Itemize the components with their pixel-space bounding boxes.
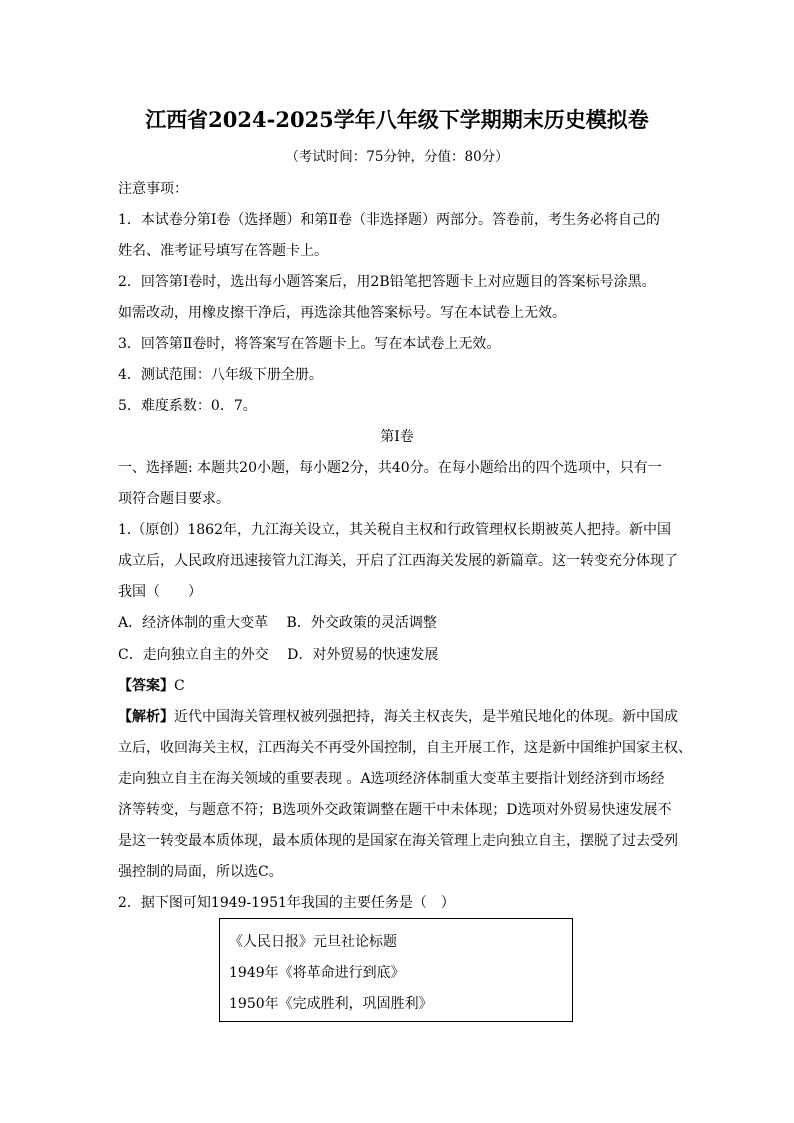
notice-line: 如需改动，用橡皮擦干净后，再选涂其他答案标号。写在本试卷上无效。 <box>118 305 566 321</box>
answer-value: C <box>174 678 185 694</box>
notice-heading: 注意事项： <box>118 181 188 197</box>
q1-analysis-line: 是这一转变最本质体现，最本质体现的是国家在海关管理上走向独立自主，摆脱了过去受列 <box>118 833 678 849</box>
box-line: 《人民日报》元旦社论标题 <box>229 934 397 950</box>
q1-answer <box>118 675 185 695</box>
notice-line: 1．本试卷分第Ⅰ卷（选择题）和第Ⅱ卷（非选择题）两部分。答卷前，考生务必将自己的 <box>118 212 660 228</box>
q2-stem: 2．据下图可知1949-1951年我国的主要任务是（ ） <box>118 895 455 911</box>
box-line: 1949年《将革命进行到底》 <box>229 965 405 981</box>
q1-options-row: A．经济体制的重大变革 B．外交政策的灵活调整 <box>118 615 437 631</box>
analysis-tag: 【解析】 <box>118 709 174 725</box>
instructions-line: 一、选择题: 本题共20小题，每小题2分，共40分。在每小题给出的四个选项中，只有一 <box>118 460 662 476</box>
q1-analysis-line: 济等转变，与题意不符；B选项外交政策调整在题干中未体现；D选项对外贸易快速发展不 <box>118 802 672 818</box>
exam-subtitle: （考试时间：75分钟，分值：80分） <box>285 149 509 165</box>
section-heading: 第Ⅰ卷 <box>380 429 414 445</box>
notice-line: 5．难度系数：0．7。 <box>118 398 257 414</box>
q1-options-row: C．走向独立自主的外交 D．对外贸易的快速发展 <box>118 647 439 663</box>
page-title: 江西省2024-2025学年八年级下学期期末历史模拟卷 <box>145 107 649 132</box>
q2-material-box <box>219 918 573 1022</box>
q1-analysis-line: 走向独立自主在海关领域的重要表现 。A选项经济体制重大变革主要指计划经济到市场经 <box>118 771 665 787</box>
q1-analysis-line: 立后，收回海关主权，江西海关不再受外国控制，自主开展工作，这是新中国维护国家主权、 <box>118 740 692 756</box>
notice-line: 2．回答第Ⅰ卷时，选出每小题答案后，用2B铅笔把答题卡上对应题目的答案标号涂黑。 <box>118 274 656 290</box>
q1-stem-line: 1.（原创）1862年，九江海关设立，其关税自主权和行政管理权长期被英人把持。新中国 <box>118 522 671 538</box>
instructions-line: 项符合题目要求。 <box>118 491 230 507</box>
notice-line: 姓名、准考证号填写在答题卡上。 <box>118 243 328 259</box>
answer-tag: 【答案】 <box>118 678 174 694</box>
analysis-text: 近代中国海关管理权被列强把持，海关主权丧失，是半殖民地化的体现。新中国成 <box>174 709 678 725</box>
box-line: 1950年《完成胜利，巩固胜利》 <box>229 996 433 1012</box>
notice-line: 3．回答第Ⅱ卷时，将答案写在答题卡上。写在本试卷上无效。 <box>118 336 501 352</box>
q1-stem-line: 成立后，人民政府迅速接管九江海关，开启了江西海关发展的新篇章。这一转变充分体现了 <box>118 553 678 569</box>
q1-analysis-line: 强控制的局面，所以选C。 <box>118 864 283 880</box>
notice-line: 4．测试范围：八年级下册全册。 <box>118 367 323 383</box>
q1-stem-line: 我国（ ） <box>118 584 202 600</box>
q1-analysis-line <box>118 706 678 726</box>
